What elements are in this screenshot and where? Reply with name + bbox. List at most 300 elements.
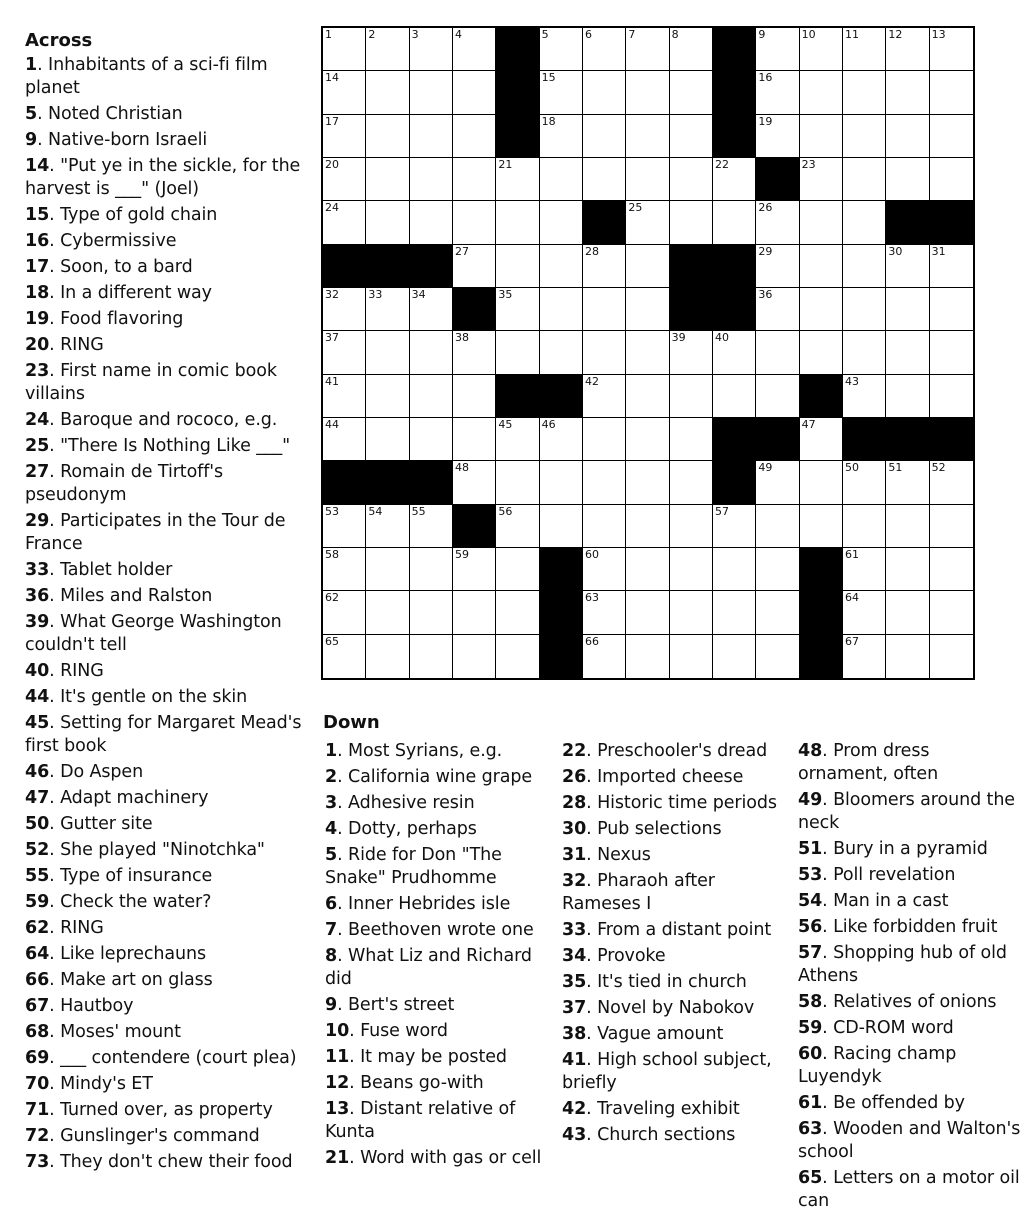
clue-item: 41. High school subject, briefly bbox=[562, 1050, 772, 1093]
cell-number: 40 bbox=[715, 331, 729, 345]
grid-cell[interactable] bbox=[626, 201, 669, 244]
clue-text: California wine grape bbox=[348, 767, 533, 787]
grid-cell[interactable] bbox=[583, 418, 626, 461]
cell-number: 49 bbox=[758, 461, 773, 475]
clue-number: 71 bbox=[25, 1100, 50, 1120]
grid-cell[interactable] bbox=[670, 461, 713, 504]
grid-cell[interactable] bbox=[756, 635, 799, 678]
clue-number: 59 bbox=[798, 1018, 823, 1038]
clue-item: 25. "There Is Nothing Like ___" bbox=[25, 436, 291, 456]
grid-cell[interactable] bbox=[323, 28, 366, 71]
clue-text: Bury in a pyramid bbox=[833, 839, 988, 859]
cell-number: 34 bbox=[411, 288, 426, 301]
grid-cell[interactable] bbox=[930, 71, 973, 114]
grid-cell[interactable] bbox=[323, 591, 366, 634]
grid-cell[interactable] bbox=[843, 28, 886, 71]
grid-cell[interactable] bbox=[410, 635, 453, 678]
clue-item: 47. Adapt machinery bbox=[25, 788, 209, 808]
grid-cell[interactable] bbox=[670, 201, 713, 244]
grid-cell[interactable] bbox=[626, 331, 669, 374]
grid-cell[interactable] bbox=[886, 288, 929, 331]
grid-cell[interactable] bbox=[843, 591, 886, 634]
grid-cell[interactable] bbox=[583, 635, 626, 678]
grid-cell[interactable] bbox=[756, 201, 799, 244]
grid-cell[interactable] bbox=[670, 28, 713, 71]
grid-cell[interactable] bbox=[366, 505, 409, 548]
grid-cell[interactable] bbox=[886, 635, 929, 678]
grid-cell[interactable] bbox=[366, 201, 409, 244]
clue-text: High school subject, briefly bbox=[562, 1050, 772, 1093]
grid-cell-black bbox=[496, 28, 539, 71]
grid-cell[interactable] bbox=[496, 331, 539, 374]
grid-cell[interactable] bbox=[626, 635, 669, 678]
grid-cell[interactable] bbox=[323, 635, 366, 678]
cell-number: 8 bbox=[671, 28, 679, 41]
grid-cell-black bbox=[886, 418, 929, 461]
grid-cell[interactable] bbox=[886, 591, 929, 634]
grid-cell[interactable] bbox=[323, 158, 366, 201]
grid-cell[interactable] bbox=[800, 201, 843, 244]
grid-cell[interactable] bbox=[453, 331, 496, 374]
grid-cell[interactable] bbox=[756, 115, 799, 158]
grid-cell[interactable] bbox=[366, 548, 409, 591]
grid-cell[interactable] bbox=[626, 245, 669, 288]
grid-cell[interactable] bbox=[713, 158, 756, 201]
grid-cell[interactable] bbox=[410, 158, 453, 201]
clue-number: 9 bbox=[25, 130, 38, 150]
grid-cell[interactable] bbox=[583, 158, 626, 201]
grid-cell[interactable] bbox=[366, 28, 409, 71]
cell-number: 62 bbox=[325, 591, 339, 605]
cell-number: 46 bbox=[541, 418, 556, 431]
grid-cell[interactable] bbox=[583, 115, 626, 158]
grid-cell[interactable] bbox=[410, 28, 453, 71]
grid-cell[interactable] bbox=[366, 591, 409, 634]
grid-cell[interactable] bbox=[930, 115, 973, 158]
clue-number: 52 bbox=[25, 840, 50, 860]
clue-item: 36. Miles and Ralston bbox=[25, 586, 213, 606]
grid-cell[interactable] bbox=[930, 245, 973, 288]
grid-cell[interactable] bbox=[843, 461, 886, 504]
clue-number: 41 bbox=[562, 1050, 587, 1070]
clue-text: Historic time periods bbox=[597, 793, 777, 813]
grid-cell[interactable] bbox=[756, 548, 799, 591]
grid-cell[interactable] bbox=[540, 71, 583, 114]
grid-cell[interactable] bbox=[843, 245, 886, 288]
clue-text: Prom dress ornament, often bbox=[798, 741, 939, 784]
grid-cell[interactable] bbox=[670, 591, 713, 634]
grid-cell[interactable] bbox=[670, 418, 713, 461]
cell-number: 54 bbox=[368, 504, 383, 518]
grid-cell[interactable] bbox=[453, 461, 496, 504]
grid-cell[interactable] bbox=[626, 418, 669, 461]
clue-number: 32 bbox=[562, 871, 587, 891]
grid-cell[interactable] bbox=[886, 505, 929, 548]
cell-number: 57 bbox=[715, 504, 729, 518]
grid-cell[interactable] bbox=[453, 158, 496, 201]
grid-cell[interactable] bbox=[453, 28, 496, 71]
clue-item: 37. Novel by Nabokov bbox=[562, 998, 755, 1018]
grid-cell[interactable] bbox=[670, 505, 713, 548]
clue-number: 65 bbox=[798, 1168, 823, 1188]
clue-text: Preschooler's dread bbox=[597, 741, 768, 761]
grid-cell[interactable] bbox=[800, 288, 843, 331]
grid-cell[interactable] bbox=[886, 115, 929, 158]
grid-cell[interactable] bbox=[366, 288, 409, 331]
clue-item: 73. They don't chew their food bbox=[25, 1152, 293, 1172]
grid-cell[interactable] bbox=[453, 635, 496, 678]
grid-cell[interactable] bbox=[670, 115, 713, 158]
grid-cell[interactable] bbox=[886, 375, 929, 418]
grid-cell[interactable] bbox=[453, 591, 496, 634]
grid-cell[interactable] bbox=[323, 201, 366, 244]
grid-cell[interactable] bbox=[930, 28, 973, 71]
clue-text: Racing champ Luyendyk bbox=[798, 1044, 957, 1087]
clue-number: 29 bbox=[25, 511, 50, 531]
grid-cell[interactable] bbox=[626, 158, 669, 201]
grid-cell-black bbox=[670, 288, 713, 331]
clue-item: 63. Wooden and Walton's school bbox=[798, 1119, 1021, 1162]
grid-cell[interactable] bbox=[540, 201, 583, 244]
clue-number: 5 bbox=[25, 104, 38, 124]
clue-number: 37 bbox=[562, 998, 587, 1018]
clue-number: 3 bbox=[325, 793, 338, 813]
down-heading: Down bbox=[323, 712, 380, 733]
grid-cell[interactable] bbox=[496, 461, 539, 504]
grid-cell[interactable] bbox=[323, 375, 366, 418]
grid-cell[interactable] bbox=[540, 115, 583, 158]
clue-number: 47 bbox=[25, 788, 50, 808]
grid-cell[interactable] bbox=[843, 71, 886, 114]
grid-cell[interactable] bbox=[756, 245, 799, 288]
grid-cell[interactable] bbox=[670, 375, 713, 418]
grid-cell[interactable] bbox=[713, 331, 756, 374]
clue-item: 45. Setting for Margaret Mead's first book bbox=[25, 713, 302, 756]
grid-cell[interactable] bbox=[713, 548, 756, 591]
grid-cell[interactable] bbox=[540, 461, 583, 504]
clue-item: 31. Nexus bbox=[562, 845, 651, 865]
cell-number: 39 bbox=[671, 331, 686, 345]
cell-number: 9 bbox=[758, 28, 766, 41]
grid-cell[interactable] bbox=[626, 288, 669, 331]
grid-cell-black bbox=[583, 201, 626, 244]
grid-cell[interactable] bbox=[496, 158, 539, 201]
grid-cell[interactable] bbox=[366, 418, 409, 461]
cell-number: 52 bbox=[931, 461, 946, 475]
cell-number: 43 bbox=[845, 374, 859, 388]
grid-cell[interactable] bbox=[410, 201, 453, 244]
grid-cell[interactable] bbox=[583, 461, 626, 504]
grid-cell[interactable] bbox=[756, 505, 799, 548]
grid-cell[interactable] bbox=[540, 28, 583, 71]
grid-cell[interactable] bbox=[800, 158, 843, 201]
grid-cell[interactable] bbox=[366, 115, 409, 158]
grid-cell[interactable] bbox=[713, 375, 756, 418]
grid-cell[interactable] bbox=[366, 331, 409, 374]
grid-cell[interactable] bbox=[930, 548, 973, 591]
grid-cell[interactable] bbox=[626, 505, 669, 548]
grid-cell[interactable] bbox=[410, 505, 453, 548]
grid-cell[interactable] bbox=[930, 375, 973, 418]
grid-cell[interactable] bbox=[843, 548, 886, 591]
clue-number: 35 bbox=[562, 972, 587, 992]
grid-cell[interactable] bbox=[843, 375, 886, 418]
grid-cell[interactable] bbox=[496, 201, 539, 244]
grid-cell-black bbox=[756, 158, 799, 201]
grid-cell[interactable] bbox=[323, 505, 366, 548]
grid-cell[interactable] bbox=[583, 375, 626, 418]
grid-cell[interactable] bbox=[366, 71, 409, 114]
grid-cell[interactable] bbox=[410, 71, 453, 114]
grid-cell[interactable] bbox=[583, 505, 626, 548]
cell-number: 7 bbox=[628, 28, 636, 41]
grid-cell[interactable] bbox=[843, 158, 886, 201]
grid-cell[interactable] bbox=[323, 288, 366, 331]
clue-text: First name in comic book villains bbox=[25, 361, 277, 404]
grid-cell[interactable] bbox=[843, 201, 886, 244]
grid-cell[interactable] bbox=[930, 591, 973, 634]
grid-cell[interactable] bbox=[756, 461, 799, 504]
clue-item: 34. Provoke bbox=[562, 946, 666, 966]
grid-cell[interactable] bbox=[930, 288, 973, 331]
grid-cell[interactable] bbox=[756, 591, 799, 634]
clue-text: It's gentle on the skin bbox=[60, 687, 248, 707]
clue-item: 59. Check the water? bbox=[25, 892, 212, 912]
grid-cell[interactable] bbox=[626, 115, 669, 158]
clue-number: 25 bbox=[25, 436, 50, 456]
grid-cell[interactable] bbox=[410, 591, 453, 634]
clue-item: 26. Imported cheese bbox=[562, 767, 744, 787]
grid-cell[interactable] bbox=[930, 331, 973, 374]
grid-cell[interactable] bbox=[583, 548, 626, 591]
clue-item: 11. It may be posted bbox=[325, 1047, 507, 1067]
cell-number: 53 bbox=[325, 504, 339, 518]
clue-item: 44. It's gentle on the skin bbox=[25, 687, 248, 707]
grid-cell[interactable] bbox=[626, 591, 669, 634]
grid-cell[interactable] bbox=[800, 331, 843, 374]
clue-text: Novel by Nabokov bbox=[597, 998, 755, 1018]
grid-cell[interactable] bbox=[843, 115, 886, 158]
grid-cell[interactable] bbox=[496, 548, 539, 591]
grid-cell[interactable] bbox=[453, 115, 496, 158]
clue-text: Mindy's ET bbox=[60, 1074, 153, 1094]
grid-cell[interactable] bbox=[670, 331, 713, 374]
clue-number: 60 bbox=[798, 1044, 823, 1064]
grid-cell-black bbox=[800, 548, 843, 591]
grid-cell[interactable] bbox=[496, 245, 539, 288]
grid-cell[interactable] bbox=[930, 461, 973, 504]
grid-cell[interactable] bbox=[626, 461, 669, 504]
grid-cell[interactable] bbox=[583, 245, 626, 288]
clue-number: 45 bbox=[25, 713, 50, 733]
grid-cell[interactable] bbox=[626, 71, 669, 114]
grid-cell[interactable] bbox=[756, 375, 799, 418]
grid-cell[interactable] bbox=[843, 635, 886, 678]
grid-cell[interactable] bbox=[930, 635, 973, 678]
grid-cell[interactable] bbox=[843, 331, 886, 374]
grid-cell[interactable] bbox=[366, 375, 409, 418]
clue-text: Gutter site bbox=[60, 814, 153, 834]
down-clue-column-3 bbox=[798, 740, 1023, 1216]
grid-cell[interactable] bbox=[756, 288, 799, 331]
grid-cell[interactable] bbox=[583, 71, 626, 114]
grid-cell[interactable] bbox=[930, 505, 973, 548]
grid-cell[interactable] bbox=[583, 591, 626, 634]
grid-cell[interactable] bbox=[453, 71, 496, 114]
clue-item: 28. Historic time periods bbox=[562, 793, 777, 813]
clue-item: 6. Inner Hebrides isle bbox=[325, 894, 511, 914]
grid-cell[interactable] bbox=[410, 288, 453, 331]
clue-item: 29. Participates in the Tour de France bbox=[25, 511, 286, 554]
grid-cell[interactable] bbox=[886, 331, 929, 374]
grid-cell[interactable] bbox=[540, 288, 583, 331]
grid-cell[interactable] bbox=[626, 375, 669, 418]
clue-number: 30 bbox=[562, 819, 587, 839]
clue-text: They don't chew their food bbox=[60, 1152, 293, 1172]
clue-item: 13. Distant relative of Kunta bbox=[325, 1099, 516, 1142]
grid-cell[interactable] bbox=[410, 418, 453, 461]
clue-item: 24. Baroque and rococo, e.g. bbox=[25, 410, 278, 430]
grid-cell-black bbox=[756, 418, 799, 461]
cell-number: 42 bbox=[585, 374, 599, 388]
clue-number: 4 bbox=[325, 819, 338, 839]
grid-cell[interactable] bbox=[323, 71, 366, 114]
grid-cell[interactable] bbox=[886, 28, 929, 71]
grid-cell[interactable] bbox=[583, 331, 626, 374]
grid-cell[interactable] bbox=[800, 418, 843, 461]
grid-cell[interactable] bbox=[800, 71, 843, 114]
grid-cell[interactable] bbox=[886, 245, 929, 288]
cell-number: 21 bbox=[498, 158, 513, 171]
grid-cell[interactable] bbox=[496, 288, 539, 331]
clue-text: Ride for Don "The Snake" Prudhomme bbox=[325, 845, 502, 888]
grid-cell[interactable] bbox=[756, 331, 799, 374]
grid-cell[interactable] bbox=[453, 375, 496, 418]
grid-cell[interactable] bbox=[886, 158, 929, 201]
grid-cell[interactable] bbox=[496, 635, 539, 678]
grid-cell[interactable] bbox=[496, 505, 539, 548]
grid-cell[interactable] bbox=[366, 158, 409, 201]
grid-cell[interactable] bbox=[713, 591, 756, 634]
clue-number: 62 bbox=[25, 918, 50, 938]
clue-text: Fuse word bbox=[360, 1021, 448, 1041]
clue-text: Poll revelation bbox=[833, 865, 956, 885]
grid-cell[interactable] bbox=[670, 635, 713, 678]
clue-text: Romain de Tirtoff's pseudonym bbox=[25, 462, 224, 505]
clue-number: 66 bbox=[25, 970, 50, 990]
grid-cell[interactable] bbox=[496, 591, 539, 634]
clue-number: 10 bbox=[325, 1021, 350, 1041]
grid-cell[interactable] bbox=[540, 418, 583, 461]
clue-item: 15. Type of gold chain bbox=[25, 205, 218, 225]
grid-cell[interactable] bbox=[843, 288, 886, 331]
clue-text: Man in a cast bbox=[833, 891, 949, 911]
grid-cell[interactable] bbox=[930, 158, 973, 201]
grid-cell[interactable] bbox=[323, 115, 366, 158]
grid-cell[interactable] bbox=[626, 28, 669, 71]
clue-number: 59 bbox=[25, 892, 50, 912]
clue-number: 70 bbox=[25, 1074, 50, 1094]
grid-cell[interactable] bbox=[453, 245, 496, 288]
clue-text: RING bbox=[60, 918, 104, 938]
grid-cell[interactable] bbox=[713, 201, 756, 244]
grid-cell[interactable] bbox=[626, 548, 669, 591]
cell-number: 38 bbox=[455, 331, 469, 345]
grid-cell[interactable] bbox=[323, 418, 366, 461]
clue-text: Beethoven wrote one bbox=[348, 920, 534, 940]
clue-text: Turned over, as property bbox=[60, 1100, 273, 1120]
clue-text: CD-ROM word bbox=[833, 1018, 954, 1038]
clue-text: Baroque and rococo, e.g. bbox=[60, 410, 278, 430]
clue-text: Bert's street bbox=[348, 995, 455, 1015]
clue-number: 7 bbox=[325, 920, 338, 940]
grid-cell[interactable] bbox=[540, 158, 583, 201]
clue-text: Pharaoh after Rameses I bbox=[562, 871, 715, 914]
cell-number: 19 bbox=[758, 114, 773, 128]
grid-cell[interactable] bbox=[323, 548, 366, 591]
clue-number: 69 bbox=[25, 1048, 50, 1068]
grid-cell[interactable] bbox=[366, 635, 409, 678]
grid-cell[interactable] bbox=[886, 548, 929, 591]
grid-cell[interactable] bbox=[756, 71, 799, 114]
cell-number: 44 bbox=[325, 418, 339, 431]
grid-cell[interactable] bbox=[843, 505, 886, 548]
grid-cell[interactable] bbox=[886, 71, 929, 114]
cell-number: 5 bbox=[541, 28, 549, 41]
grid-cell[interactable] bbox=[800, 115, 843, 158]
grid-cell[interactable] bbox=[453, 418, 496, 461]
grid-cell[interactable] bbox=[800, 28, 843, 71]
grid-cell[interactable] bbox=[583, 28, 626, 71]
grid-cell[interactable] bbox=[713, 635, 756, 678]
grid-cell[interactable] bbox=[453, 548, 496, 591]
cell-number: 24 bbox=[325, 201, 339, 215]
grid-cell[interactable] bbox=[713, 505, 756, 548]
clue-text: "There Is Nothing Like ___" bbox=[60, 436, 291, 456]
grid-cell[interactable] bbox=[453, 201, 496, 244]
grid-cell[interactable] bbox=[540, 505, 583, 548]
clue-text: Provoke bbox=[597, 946, 666, 966]
grid-cell[interactable] bbox=[800, 505, 843, 548]
cell-number: 65 bbox=[325, 634, 339, 648]
clue-item: 49. Bloomers around the neck bbox=[798, 790, 1015, 833]
clue-item: 65. Letters on a motor oil can bbox=[798, 1168, 1020, 1211]
grid-cell[interactable] bbox=[670, 158, 713, 201]
grid-cell[interactable] bbox=[583, 288, 626, 331]
grid-cell[interactable] bbox=[496, 418, 539, 461]
grid-cell[interactable] bbox=[670, 71, 713, 114]
grid-cell[interactable] bbox=[410, 548, 453, 591]
grid-cell[interactable] bbox=[800, 461, 843, 504]
grid-cell[interactable] bbox=[323, 331, 366, 374]
cell-number: 55 bbox=[411, 504, 426, 518]
clue-item: 8. What Liz and Richard did bbox=[325, 946, 532, 989]
grid-cell[interactable] bbox=[756, 28, 799, 71]
grid-cell[interactable] bbox=[410, 331, 453, 374]
grid-cell[interactable] bbox=[670, 548, 713, 591]
grid-cell[interactable] bbox=[410, 375, 453, 418]
grid-cell-black bbox=[670, 245, 713, 288]
grid-cell[interactable] bbox=[540, 245, 583, 288]
grid-cell[interactable] bbox=[800, 245, 843, 288]
grid-cell[interactable] bbox=[540, 331, 583, 374]
clue-text: Cybermissive bbox=[60, 231, 177, 251]
clue-item: 56. Like forbidden fruit bbox=[798, 917, 998, 937]
grid-cell[interactable] bbox=[886, 461, 929, 504]
clue-item: 67. Hautboy bbox=[25, 996, 134, 1016]
grid-cell[interactable] bbox=[410, 115, 453, 158]
cell-number: 64 bbox=[845, 591, 859, 605]
